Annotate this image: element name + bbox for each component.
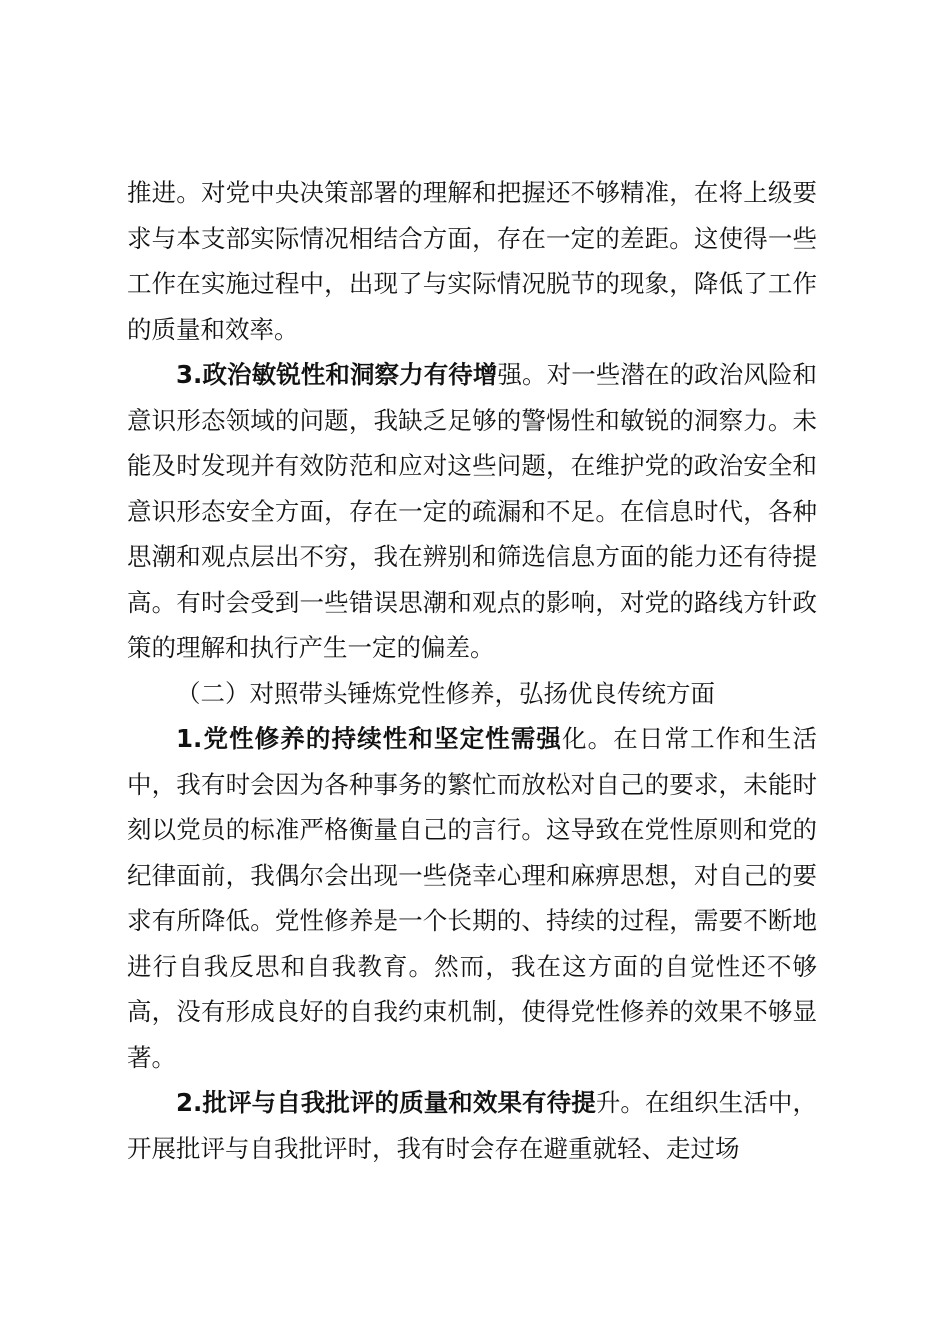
paragraph-political-sensitivity xyxy=(127,352,817,671)
paragraph-criticism xyxy=(127,1080,817,1171)
paragraph-text: 升。在组织生活中，开展批评与自我批评时，我有时会存在避重就轻、走过场 xyxy=(127,1088,817,1163)
paragraph-continuation xyxy=(127,170,817,352)
paragraph-heading: 2.批评与自我批评的质量和效果有待提 xyxy=(176,1088,596,1117)
section-heading-text: （二）对照带头锤炼党性修养，弘扬优良传统方面 xyxy=(176,678,715,708)
paragraph-text: 化。在日常工作和生活中，我有时会因为各种事务的繁忙而放松对自己的要求，未能时刻以党员的标准严格衡量自己的言行。这导致在党性原则和党的纪律面前，我偶尔会出现一些侥幸心理和麻痹思想，对自己的要求有所降低。党性修养是一个长期的、持续的过程，需要不断地进行自我反思和自我教育。然而，我在这方面的自觉性还不够高，没有形成良好的自我约束机制，使得党性修养的效果不够显著。 xyxy=(127,724,818,1072)
paragraph-party-spirit xyxy=(127,716,817,1080)
paragraph-text: 推进。对党中央决策部署的理解和把握还不够精准，在将上级要求与本支部实际情况相结合方面，存在一定的差距。这使得一些工作在实施过程中，出现了与实际情况脱节的现象，降低了工作的质量和效率。 xyxy=(127,178,817,344)
document-body xyxy=(127,170,817,1171)
section-heading xyxy=(127,671,817,717)
paragraph-heading: 1.党性修养的持续性和坚定性需强 xyxy=(176,724,563,753)
paragraph-heading: 3.政治敏锐性和洞察力有待增 xyxy=(176,360,498,389)
paragraph-text: 强。对一些潜在的政治风险和意识形态领域的问题，我缺乏足够的警惕性和敏锐的洞察力。未能及时发现并有效防范和应对这些问题，在维护党的政治安全和意识形态安全方面，存在一定的疏漏和不足。在信息时代，各种思潮和观点层出不穷，我在辨别和筛选信息方面的能力还有待提高。有时会受到一些错误思潮和观点的影响，对党的路线方针政策的理解和执行产生一定的偏差。 xyxy=(127,360,817,662)
